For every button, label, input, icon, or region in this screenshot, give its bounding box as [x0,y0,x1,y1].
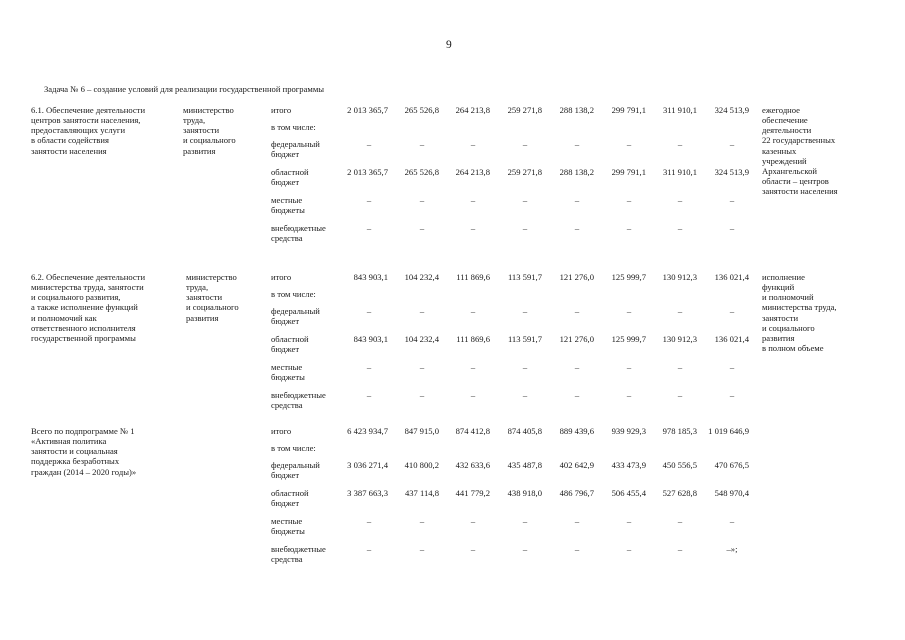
block-subprogram-total-federal-cell: 402 642,9 [559,460,594,470]
block-6-2-federal-cell: – [729,306,735,316]
block-6-1-local-cell: – [522,195,528,205]
block-subprogram-total-regional-cell: 438 918,0 [507,488,542,498]
block-subprogram-total-local-cell: – [522,516,528,526]
block-subprogram-total-total-cell: 978 185,3 [662,426,697,436]
block-subprogram-total-label-total: итого [271,426,292,436]
block-subprogram-total-extrabudget-cell: – [522,544,528,554]
block-6-2-federal-cell: – [626,306,632,316]
block-subprogram-total-local-cell: – [470,516,476,526]
block-6-1-extrabudget-cell: – [470,223,476,233]
block-6-1-label-regional: областной бюджет [271,167,309,188]
block-6-1-federal-cell: – [522,139,528,149]
block-6-2-local-cell: – [419,362,425,372]
block-6-2-regional-cell: 113 591,7 [507,334,542,344]
block-6-1-regional-cell: 264 213,8 [455,167,490,177]
block-6-2-label-regional: областной бюджет [271,334,309,355]
block-6-2-federal-cell: – [366,306,372,316]
block-6-2-regional-cell: 843 903,1 [353,334,388,344]
block-6-1-total-cell: 324 513,9 [714,105,749,115]
block-6-1-total-cell: 311 910,1 [662,105,697,115]
block-subprogram-total-federal-cell: 432 633,6 [455,460,490,470]
block-subprogram-total-label-including: в том числе: [271,443,316,453]
block-6-1-federal-cell: – [626,139,632,149]
block-6-2-total-cell: 104 232,4 [404,272,439,282]
block-6-2-total-cell: 843 903,1 [353,272,388,282]
block-6-1-label-extrabudget: внебюджетные средства [271,223,326,244]
block-6-1-extrabudget-cell: – [574,223,580,233]
block-6-1-regional-cell: 259 271,8 [507,167,542,177]
block-6-1-total-cell: 264 213,8 [455,105,490,115]
block-6-2-total-cell: 136 021,4 [714,272,749,282]
block-subprogram-total-local-cell: – [366,516,372,526]
page-number: 9 [446,39,452,51]
block-6-1-federal-cell: – [366,139,372,149]
block-6-1-extrabudget-cell: – [419,223,425,233]
block-subprogram-total-label-regional: областной бюджет [271,488,309,509]
block-6-2-regional-cell: 104 232,4 [404,334,439,344]
block-subprogram-total-federal-cell: 450 556,5 [662,460,697,470]
block-6-2-regional-cell: 125 999,7 [611,334,646,344]
block-6-1-extrabudget-cell: – [522,223,528,233]
block-subprogram-total-total-cell: 847 915,0 [404,426,439,436]
block-subprogram-total-total-cell: 889 439,6 [559,426,594,436]
block-subprogram-total-extrabudget-cell: – [470,544,476,554]
block-6-1-total-cell: 2 013 365,7 [347,105,388,115]
block-6-2-executor: министерство труда, занятости и социального развития [186,272,239,323]
block-subprogram-total-extrabudget-cell: – [366,544,372,554]
block-6-1-federal-cell: – [729,139,735,149]
block-subprogram-total-federal-cell: 470 676,5 [714,460,749,470]
block-subprogram-total-federal-cell: 3 036 271,4 [347,460,388,470]
block-subprogram-total-extrabudget-cell: – [677,544,683,554]
block-6-1-local-cell: – [677,195,683,205]
block-6-1-extrabudget-cell: – [366,223,372,233]
block-6-2-extrabudget-cell: – [729,390,735,400]
block-6-2-total-cell: 130 912,3 [662,272,697,282]
block-6-1-extrabudget-cell: – [626,223,632,233]
block-6-2-extrabudget-cell: – [522,390,528,400]
block-6-1-label-including: в том числе: [271,122,316,132]
block-6-2-federal-cell: – [574,306,580,316]
block-6-2-federal-cell: – [677,306,683,316]
block-6-1-federal-cell: – [574,139,580,149]
block-6-1-local-cell: – [419,195,425,205]
block-6-2-extrabudget-cell: – [626,390,632,400]
block-6-1-total-cell: 288 138,2 [559,105,594,115]
block-subprogram-total-federal-cell: 410 800,2 [404,460,439,470]
block-6-2-label-including: в том числе: [271,289,316,299]
block-6-1-local-cell: – [729,195,735,205]
block-subprogram-total-regional-cell: 506 455,4 [611,488,646,498]
block-6-2-total-cell: 111 869,6 [456,272,490,282]
block-subprogram-total-federal-cell: 435 487,8 [507,460,542,470]
block-6-2-local-cell: – [366,362,372,372]
block-6-1-label-total: итого [271,105,292,115]
block-subprogram-total-extrabudget-cell: – [419,544,425,554]
block-subprogram-total-total-cell: 874 412,8 [455,426,490,436]
block-subprogram-total-extrabudget-cell: – [574,544,580,554]
block-6-1-total-cell: 299 791,1 [611,105,646,115]
block-6-2-result: исполнение функций и полномочий министерства труда, занятости и социального развития в полном объеме [762,272,837,353]
block-subprogram-total-local-cell: – [626,516,632,526]
block-6-2-local-cell: – [470,362,476,372]
block-6-1-local-cell: – [574,195,580,205]
block-6-2-local-cell: – [729,362,735,372]
block-6-1-local-cell: – [470,195,476,205]
block-subprogram-total-regional-cell: 486 796,7 [559,488,594,498]
block-6-1-executor: министерство труда, занятости и социального развития [183,105,236,156]
block-6-1-extrabudget-cell: – [729,223,735,233]
block-6-2-label-federal: федеральный бюджет [271,306,320,327]
block-subprogram-total-label-extrabudget: внебюджетные средства [271,544,326,565]
block-6-1-extrabudget-cell: – [677,223,683,233]
block-6-2-total-cell: 121 276,0 [559,272,594,282]
block-6-1-regional-cell: 2 013 365,7 [347,167,388,177]
block-6-2-total-cell: 113 591,7 [507,272,542,282]
block-6-1-regional-cell: 299 791,1 [611,167,646,177]
block-6-2-total-cell: 125 999,7 [611,272,646,282]
block-6-2-extrabudget-cell: – [574,390,580,400]
block-6-2-federal-cell: – [419,306,425,316]
block-6-2-federal-cell: – [522,306,528,316]
block-subprogram-total-regional-cell: 527 628,8 [662,488,697,498]
block-subprogram-total-local-cell: – [729,516,735,526]
block-subprogram-total-local-cell: – [419,516,425,526]
block-subprogram-total-local-cell: – [677,516,683,526]
block-6-1-regional-cell: 265 526,8 [404,167,439,177]
block-subprogram-total-label-federal: федеральный бюджет [271,460,320,481]
block-subprogram-total-extrabudget-cell: – [626,544,632,554]
block-6-1-total-cell: 259 271,8 [507,105,542,115]
block-6-2-regional-cell: 130 912,3 [662,334,697,344]
block-6-2-local-cell: – [677,362,683,372]
block-6-1-regional-cell: 311 910,1 [662,167,697,177]
block-6-2-extrabudget-cell: – [366,390,372,400]
block-6-1-local-cell: – [366,195,372,205]
block-subprogram-total-regional-cell: 441 779,2 [455,488,490,498]
block-6-2-label-local: местные бюджеты [271,362,305,383]
block-6-2-title: 6.2. Обеспечение деятельности министерства труда, занятости и социального развития, а также исполнение функций и полномочий как ответственного исполнителя государственной программы [31,272,146,343]
block-6-2-regional-cell: 111 869,6 [456,334,490,344]
block-6-2-local-cell: – [626,362,632,372]
block-6-1-label-federal: федеральный бюджет [271,139,320,160]
block-6-1-regional-cell: 288 138,2 [559,167,594,177]
block-6-1-federal-cell: – [470,139,476,149]
block-6-1-result: ежегодное обеспечение деятельности 22 государственных казенных учреждений Архангельской области – центров занятости населения [762,105,838,197]
block-6-2-label-extrabudget: внебюджетные средства [271,390,326,411]
block-6-1-label-local: местные бюджеты [271,195,305,216]
block-6-1-federal-cell: – [419,139,425,149]
block-subprogram-total-regional-cell: 437 114,8 [404,488,439,498]
block-6-1-total-cell: 265 526,8 [404,105,439,115]
block-6-1-federal-cell: – [677,139,683,149]
block-6-2-extrabudget-cell: – [677,390,683,400]
block-subprogram-total-local-cell: – [574,516,580,526]
block-6-2-local-cell: – [574,362,580,372]
block-subprogram-total-federal-cell: 433 473,9 [611,460,646,470]
block-6-2-extrabudget-cell: – [470,390,476,400]
block-subprogram-total-total-cell: 939 929,3 [611,426,646,436]
block-subprogram-total-title: Всего по подпрограмме № 1 «Активная политика занятости и социальная поддержка безработных граждан (2014 – 2020 годы)» [31,426,137,477]
block-subprogram-total-extrabudget-cell: –»; [726,544,738,554]
task-heading: Задача № 6 – создание условий для реализации государственной программы [44,84,325,94]
block-6-2-extrabudget-cell: – [419,390,425,400]
block-subprogram-total-total-cell: 1 019 646,9 [708,426,749,436]
block-subprogram-total-total-cell: 6 423 934,7 [347,426,388,436]
block-6-2-local-cell: – [522,362,528,372]
block-6-2-label-total: итого [271,272,292,282]
block-subprogram-total-regional-cell: 3 387 663,3 [347,488,388,498]
block-6-2-regional-cell: 136 021,4 [714,334,749,344]
block-6-1-local-cell: – [626,195,632,205]
block-subprogram-total-regional-cell: 548 970,4 [714,488,749,498]
block-subprogram-total-label-local: местные бюджеты [271,516,305,537]
block-6-1-title: 6.1. Обеспечение деятельности центров занятости населения, предоставляющих услуги в области содействия занятости населения [31,105,146,156]
block-6-1-regional-cell: 324 513,9 [714,167,749,177]
block-6-2-regional-cell: 121 276,0 [559,334,594,344]
block-subprogram-total-total-cell: 874 405,8 [507,426,542,436]
block-6-2-federal-cell: – [470,306,476,316]
